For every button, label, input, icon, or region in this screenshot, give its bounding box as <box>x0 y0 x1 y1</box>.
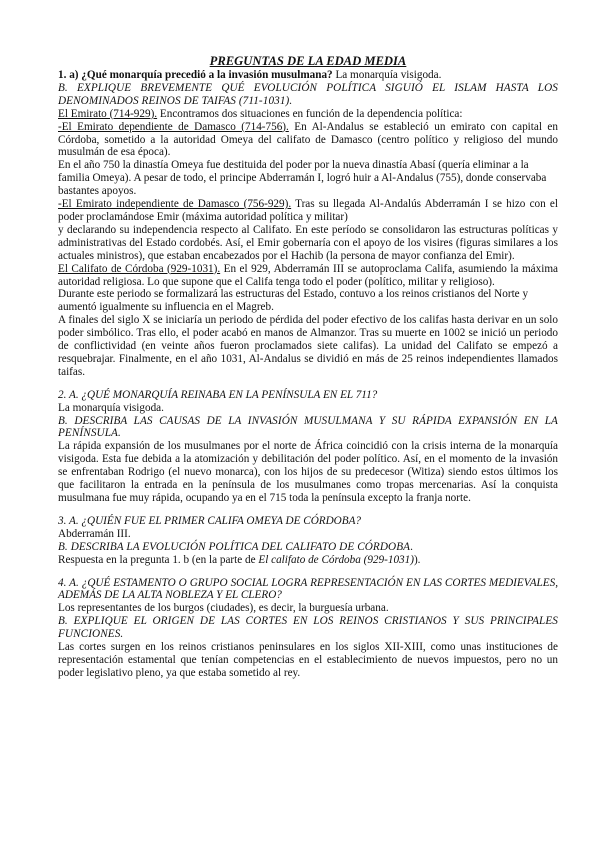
q2-a-answer: La monarquía visigoda. <box>58 401 164 414</box>
q1-a-question: 1. a) ¿Qué monarquía precedió a la invasión musulmana? <box>58 69 333 81</box>
califato-paragraph <box>58 263 558 289</box>
q4-a-answer: Los representantes de los burgos (ciudades), es decir, la burguesía urbana. <box>58 602 389 615</box>
paragraph-750: En el año 750 la dinastía Omeya fue destituida del poder por la nueva dinastía Abasí (quería eliminar a la familia Omeya). A pesar de todo, el principe Abderramán I, logró huir a Al-Andalus (755), donde conservaba bastantes apoyos. <box>58 159 547 198</box>
durante-paragraph: Durante este periodo se formalizará las estructuras del Estado, contuvo a los reinos cristianos del Norte y aumentó igualmente su influencia en el Magreb. <box>58 288 529 314</box>
q3-a-question: 3. A. ¿QUIÉN FUE EL PRIMER CALIFA OMEYA DE CÓRDOBA? <box>58 514 362 527</box>
emirato-independiente-heading: -El Emirato independiente de Damasco (756-929). <box>58 198 292 211</box>
q4-b-question: B. EXPLIQUE EL ORIGEN DE LAS CORTES EN LOS REINOS CRISTIANOS Y SUS PRINCIPALES FUNCIONES. <box>58 615 558 641</box>
q3-b-question-end: . <box>410 540 413 553</box>
emirato-heading: El Emirato (714-929). <box>58 107 158 120</box>
emirato-dependiente-text: En Al-Andalus se estableció un emirato con capital en Córdoba, sometido a la autoridad Omeya del califato de Damasco (centro político y religioso del mundo musulmán de esa época). <box>58 120 558 159</box>
q1-a <box>58 69 558 82</box>
independencia-paragraph: y declarando su independencia respecto al Califato. En este período se consolidaron las estructuras políticas y administrativas del Estado cordobés. Así, el Emir gobernaría con el apoyo de los visires (figuras similares a los actuales ministros), que estaban encabezados por el Hachib (la persona de mayor confianza del Emir). <box>58 223 558 262</box>
q2-b-answer: La rápida expansión de los musulmanes por el norte de África coincidió con la crisis interna de la monarquía visigoda. Esta fue debida a la atomización y debilitación del poder político. Así, en el momento de la invasión se enfrentaban Rodrigo (el nuevo monarca), con los hijos de su predecesor (Witiza) siendo estos últimos los que facilitaron la entrada en la península de los musulmanes como tropas mercenarias. Así la conquista musulmana fue muy rápida, ocupando ya en el 715 toda la península excepto la franja norte. <box>58 440 558 504</box>
q3-b-answer <box>58 554 558 567</box>
q3-b-question-line <box>58 541 558 554</box>
page-title: PREGUNTAS DE LA EDAD MEDIA <box>209 54 407 68</box>
q2-a-question: 2. A. ¿QUÉ MONARQUÍA REINABA EN LA PENÍNSULA EN EL 711? <box>58 388 378 401</box>
califato-text: En el 929, Abderramán III se autoproclama Califa, asumiendo la máxima autoridad religiosa. Lo que supone que el Califa tenga todo el poder (político, militar y religioso). <box>58 262 558 288</box>
section-gap <box>58 567 558 577</box>
emirato-paragraph <box>58 108 558 121</box>
q3-b-answer-pre: Respuesta en la pregunta 1. b (en la parte de <box>58 553 259 566</box>
califato-heading: El Califato de Córdoba (929-1031). <box>58 262 221 275</box>
emirato-independiente-paragraph <box>58 198 558 224</box>
q3-b-question: B. DESCRIBA LA EVOLUCIÓN POLÍTICA DEL CALIFATO DE CÓRDOBA <box>58 540 411 553</box>
q3-b-answer-post: ). <box>413 553 421 566</box>
section-gap <box>58 505 558 515</box>
emirato-text: Encontramos dos situaciones en función de la dependencia política: <box>157 107 463 120</box>
section-gap <box>58 379 558 389</box>
finales-paragraph: A finales del siglo X se iniciaría un periodo de pérdida del poder efectivo de los califas hasta derivar en un solo poder simbólico. Tras ello, el poder acabó en manos de Almanzor. Tras su muerte en 1002 se inició un periodo de conflictividad (en veinte años fueron proclamados siete califas). La unidad del Califato se empezó a resquebrajar. Finalmente, en el año 1031, Al-Andalus se dividió en más de 25 reinos independientes llamados taifas. <box>58 314 558 378</box>
q3-a-answer: Abderramán III. <box>58 527 131 540</box>
q4-a-question: 4. A. ¿QUÉ ESTAMENTO O GRUPO SOCIAL LOGRA REPRESENTACIÓN EN LAS CORTES MEDIEVALES, ADEMÁS DE LA ALTA NOBLEZA Y EL CLERO? <box>58 576 558 602</box>
emirato-independiente-text: Tras su llegada Al-Andalús Abderramán I se hizo con el poder proclamándose Emir (máxima autoridad política y militar) <box>58 198 558 223</box>
emirato-dependiente-heading: -El Emirato dependiente de Damasco (714-756). <box>58 120 289 133</box>
q1-b-question: B. EXPLIQUE BREVEMENTE QUÉ EVOLUCIÓN POLÍTICA SIGUIÓ EL ISLAM HASTA LOS DENOMINADOS REINOS DE TAIFAS (711-1031). <box>58 81 558 107</box>
q2-b-question: B. DESCRIBA LAS CAUSAS DE LA INVASIÓN MUSULMANA Y SU RÁPIDA EXPANSIÓN EN LA PENÍNSULA. <box>58 414 558 440</box>
q4-b-answer: Las cortes surgen en los reinos cristianos peninsulares en los siglos XII-XIII, como unas instituciones de representación estamental que tenían competencias en el establecimiento de nuevos impuestos, pero no un poder legislativo pleno, ya que estaba sometido al rey. <box>58 641 558 679</box>
emirato-dependiente-paragraph <box>58 121 558 160</box>
q3-b-answer-reference: El califato de Córdoba (929-1031) <box>258 553 414 566</box>
q1-a-answer: La monarquía visigoda. <box>332 69 442 81</box>
